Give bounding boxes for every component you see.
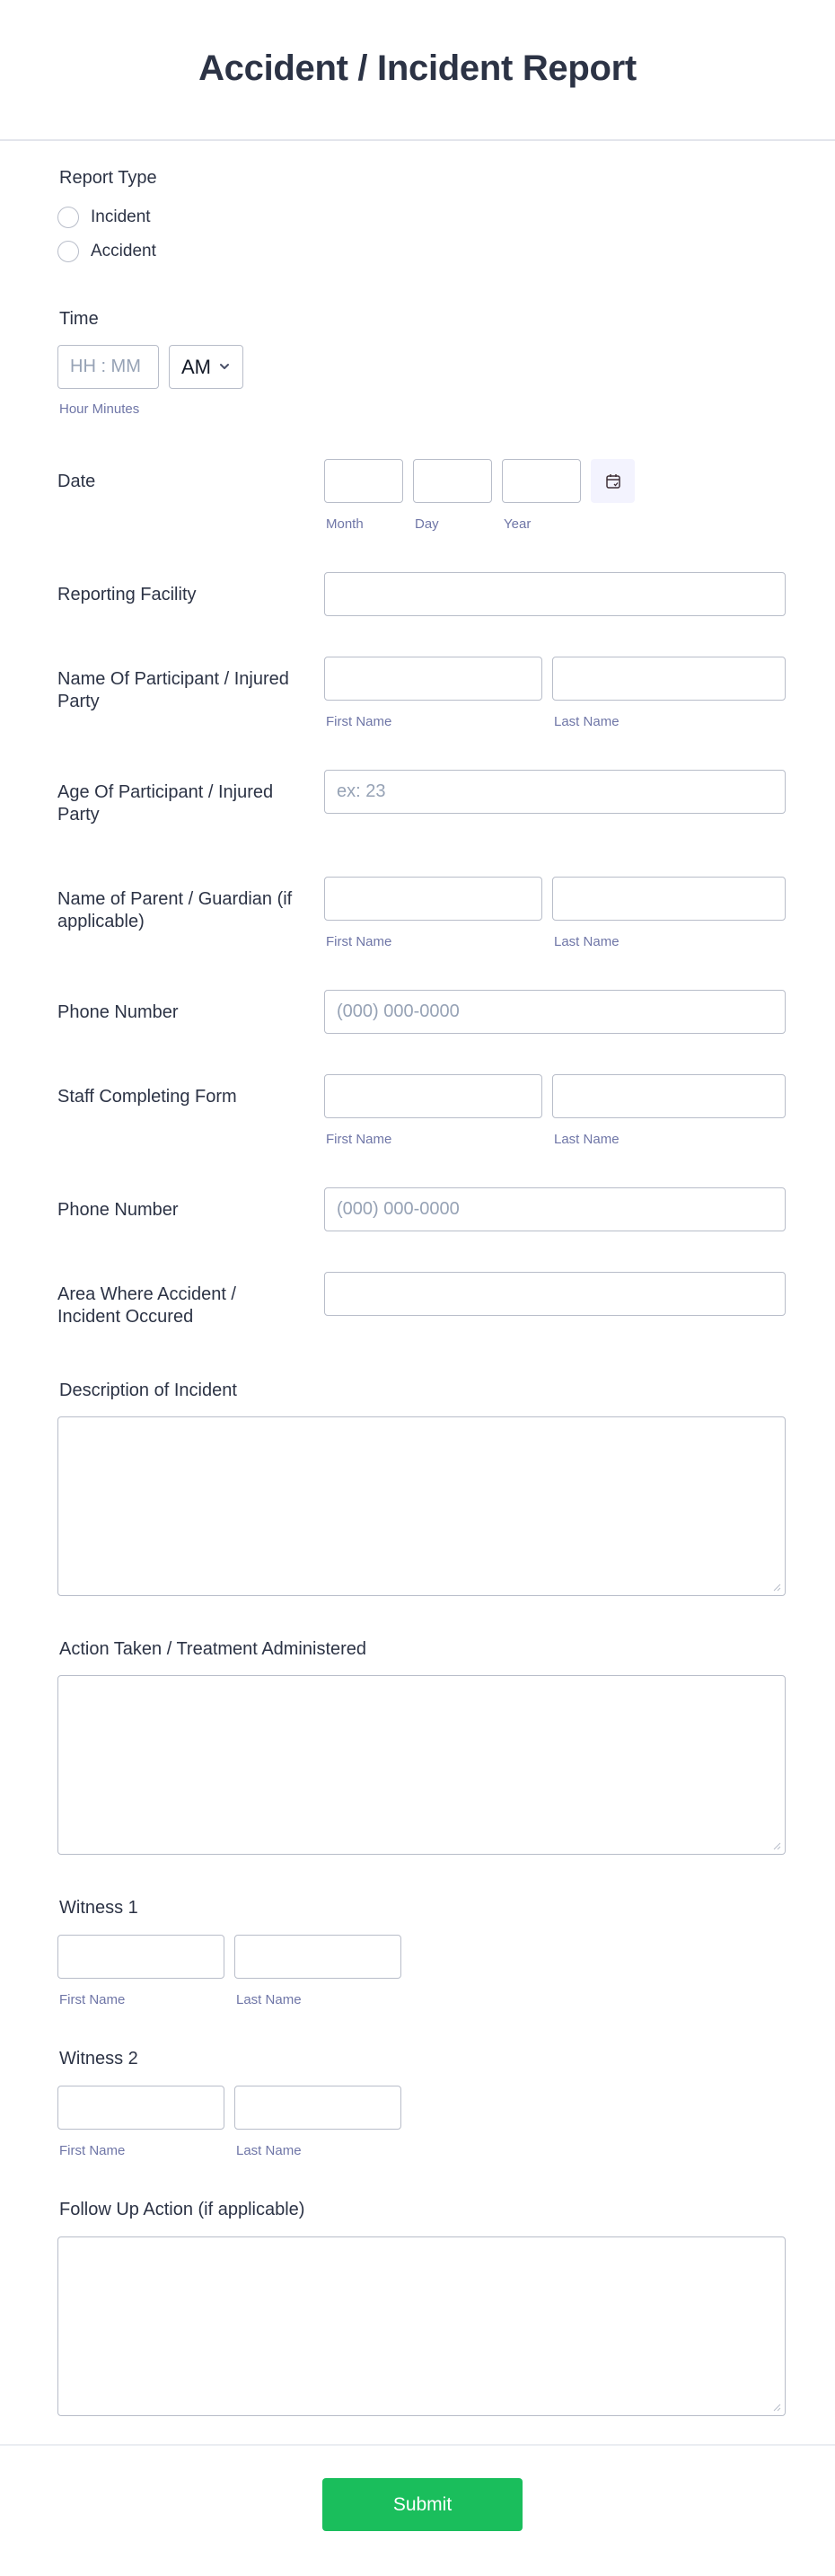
date-month-sublabel: Month (326, 516, 364, 532)
staff-last-name-sublabel: Last Name (554, 1132, 620, 1147)
participant-age-placeholder: ex: 23 (337, 781, 386, 801)
participant-last-name-sublabel: Last Name (554, 714, 620, 729)
page-title: Accident / Incident Report (198, 49, 637, 88)
witness-1-first-name-input[interactable] (57, 1935, 224, 1979)
witness-2-first-name-sublabel: First Name (59, 2143, 126, 2158)
radio-accident-label[interactable]: Accident (91, 242, 156, 260)
area-input[interactable] (324, 1272, 786, 1316)
guardian-first-name-sublabel: First Name (326, 934, 392, 949)
staff-name-label: Staff Completing Form (57, 1087, 237, 1107)
date-year-input[interactable] (502, 459, 581, 503)
witness-2-last-name-input[interactable] (234, 2086, 401, 2130)
participant-last-name-input[interactable] (552, 657, 786, 701)
witness-2-label: Witness 2 (59, 2049, 138, 2069)
area-label: Area Where Accident / Incident Occured (57, 1284, 236, 1327)
guardian-last-name-input[interactable] (552, 877, 786, 921)
phone-number-2-label: Phone Number (57, 1200, 179, 1220)
calendar-button[interactable] (591, 459, 635, 503)
report-type-label: Report Type (59, 168, 157, 188)
follow-up-label: Follow Up Action (if applicable) (59, 2200, 305, 2219)
ampm-value: AM (181, 355, 211, 378)
phone-number-2-input[interactable] (324, 1187, 786, 1231)
time-sublabel: Hour Minutes (59, 401, 140, 417)
guardian-name-label: Name of Parent / Guardian (if applicable) (57, 889, 293, 931)
date-day-input[interactable] (413, 459, 492, 503)
calendar-check-icon (605, 473, 621, 490)
resize-handle-icon[interactable] (773, 1842, 781, 1850)
witness-1-label: Witness 1 (59, 1898, 138, 1918)
witness-1-last-name-sublabel: Last Name (236, 1992, 302, 2007)
date-year-sublabel: Year (504, 516, 532, 532)
footer-divider (0, 2444, 835, 2446)
participant-first-name-input[interactable] (324, 657, 542, 701)
description-label: Description of Incident (59, 1381, 237, 1400)
witness-2-last-name-sublabel: Last Name (236, 2143, 302, 2158)
date-month-input[interactable] (324, 459, 403, 503)
resize-handle-icon[interactable] (773, 1584, 781, 1592)
chevron-down-icon (218, 360, 231, 373)
staff-first-name-input[interactable] (324, 1074, 542, 1118)
staff-first-name-sublabel: First Name (326, 1132, 392, 1147)
staff-last-name-input[interactable] (552, 1074, 786, 1118)
witness-2-first-name-input[interactable] (57, 2086, 224, 2130)
participant-first-name-sublabel: First Name (326, 714, 392, 729)
ampm-select[interactable] (169, 345, 243, 389)
radio-incident[interactable] (57, 207, 79, 228)
time-placeholder: HH : MM (70, 357, 141, 376)
date-label: Date (57, 472, 96, 491)
reporting-facility-input[interactable] (324, 572, 786, 616)
resize-handle-icon[interactable] (773, 2404, 781, 2412)
participant-age-input[interactable] (324, 770, 786, 814)
guardian-first-name-input[interactable] (324, 877, 542, 921)
time-label: Time (59, 309, 99, 329)
witness-1-last-name-input[interactable] (234, 1935, 401, 1979)
phone-number-label: Phone Number (57, 1002, 179, 1022)
reporting-facility-label: Reporting Facility (57, 585, 197, 604)
description-textarea[interactable] (57, 1416, 786, 1596)
participant-age-label: Age Of Participant / Injured Party (57, 782, 274, 825)
guardian-last-name-sublabel: Last Name (554, 934, 620, 949)
action-taken-textarea[interactable] (57, 1675, 786, 1855)
participant-name-label: Name Of Participant / Injured Party (57, 669, 289, 711)
submit-button[interactable]: Submit (322, 2478, 523, 2531)
phone-number-placeholder: (000) 000-0000 (337, 1001, 460, 1021)
radio-incident-label[interactable]: Incident (91, 207, 151, 226)
phone-number-input[interactable] (324, 990, 786, 1034)
time-input[interactable] (57, 345, 159, 389)
date-day-sublabel: Day (415, 516, 439, 532)
phone-number-2-placeholder: (000) 000-0000 (337, 1199, 460, 1219)
follow-up-textarea[interactable] (57, 2236, 786, 2416)
radio-accident[interactable] (57, 241, 79, 262)
action-taken-label: Action Taken / Treatment Administered (59, 1639, 367, 1659)
header-divider (0, 139, 835, 141)
witness-1-first-name-sublabel: First Name (59, 1992, 126, 2007)
